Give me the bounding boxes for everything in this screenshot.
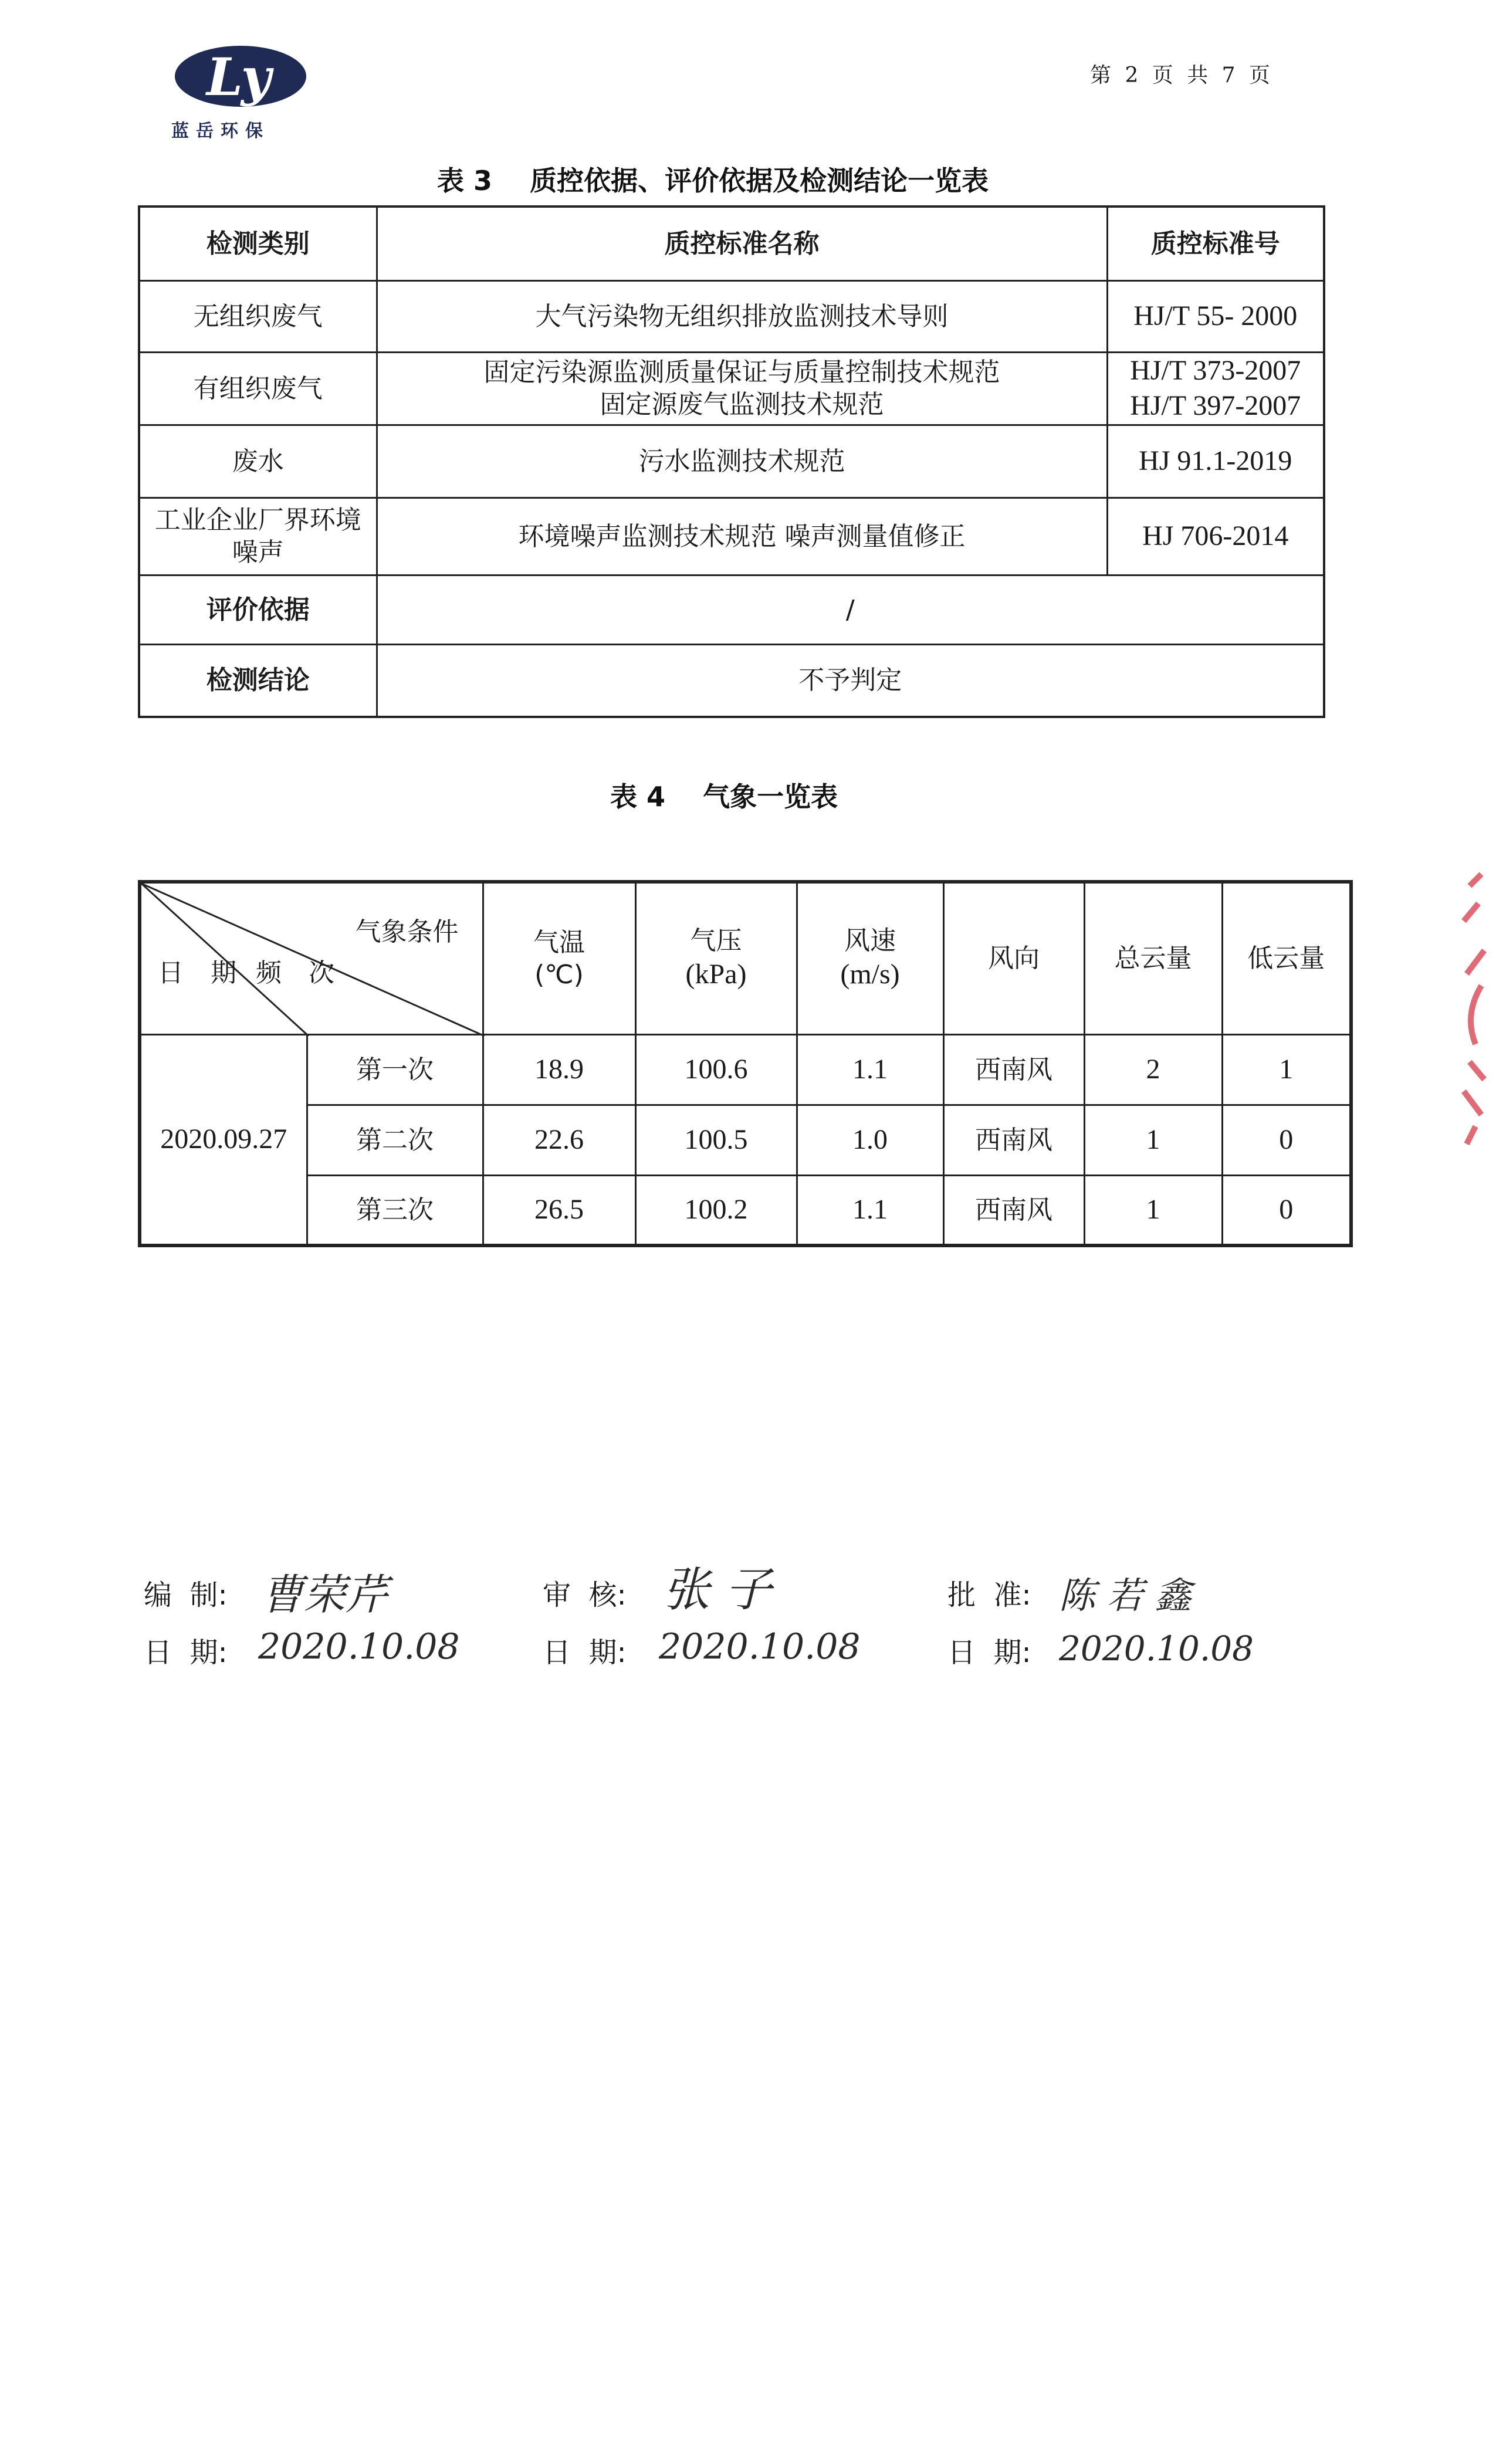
header-unit: (℃) [534,959,584,990]
compile-date: 2020.10.08 [258,1626,460,1667]
table-row [140,1034,1351,1105]
observation-date: 2020.09.27 [140,1034,307,1245]
header-unit: (m/s) [840,959,900,990]
row-category: 无组织废气 [139,280,377,352]
row-wind-direction: 西南风 [943,1175,1084,1245]
standard-code-line: HJ/T 397-2007 [1130,390,1301,421]
row-temperature: 22.6 [483,1105,635,1175]
compile-signature: 曹荣芹 [261,1570,388,1619]
header-standard-name: 质控标准名称 [377,207,1107,280]
approve-signature: 陈 若 鑫 [1059,1574,1192,1617]
review-date: 2020.10.08 [659,1626,861,1667]
header-standard-code: 质控标准号 [1107,207,1324,280]
table-row [139,352,1324,425]
row-total-cloud: 2 [1084,1034,1222,1105]
svg-text:Ly: Ly [207,46,271,107]
review-signature: 张 子 [663,1562,772,1617]
table4-header-row [140,882,1351,1034]
table3-quality-control [138,205,1325,718]
row-low-cloud: 0 [1222,1105,1351,1175]
row-wind-speed: 1.0 [797,1105,943,1175]
header-line: 气压 [690,926,742,956]
row-standard-name: 环境噪声监测技术规范 噪声测量值修正 [377,497,1107,575]
row-standard-code: HJ 706-2014 [1107,497,1324,575]
evaluation-label: 评价依据 [139,575,377,644]
compile-date-label: 日 期: [144,1636,228,1669]
approve-date: 2020.10.08 [1059,1629,1254,1668]
table-row [140,1105,1351,1175]
approve-date-label: 日 期: [947,1636,1031,1669]
header-wind-direction: 风向 [943,882,1084,1034]
row-frequency: 第二次 [307,1105,483,1175]
review-date-label: 日 期: [543,1636,627,1669]
approve-label: 批 准: [947,1579,1031,1612]
row-frequency: 第一次 [307,1034,483,1105]
header-wind-speed [797,882,943,1034]
page-number: 第 2 页 共 7 页 [1090,63,1274,87]
row-standard-name [377,352,1107,425]
evaluation-row [139,575,1324,644]
header-pressure [635,882,797,1034]
row-temperature: 18.9 [483,1034,635,1105]
header-line: 气温 [533,927,585,957]
compile-label: 编 制: [144,1579,228,1612]
row-total-cloud: 1 [1084,1175,1222,1245]
table4-weather [138,880,1353,1247]
header-low-cloud: 低云量 [1222,882,1351,1034]
row-low-cloud: 1 [1222,1034,1351,1105]
conclusion-value: 不予判定 [377,644,1324,717]
table3-title: 表 3 质控依据、评价依据及检测结论一览表 [437,165,989,197]
row-temperature: 26.5 [483,1175,635,1245]
red-seal-fragment [1452,868,1487,1150]
standard-code-line: HJ/T 373-2007 [1130,355,1301,386]
standard-name-line: 固定源废气监测技术规范 [600,390,884,419]
diagonal-header-cell [140,882,483,1034]
corner-date: 日 期 [158,958,246,988]
header-line: 风速 [844,926,896,956]
evaluation-value: / [377,575,1324,644]
row-wind-speed: 1.1 [797,1175,943,1245]
row-standard-code [1107,352,1324,425]
header-unit: (kPa) [685,959,747,990]
row-wind-direction: 西南风 [943,1034,1084,1105]
conclusion-label: 检测结论 [139,644,377,717]
table-row [139,280,1324,352]
table-row [139,497,1324,575]
conclusion-row [139,644,1324,717]
corner-frequency: 频 次 [256,958,344,988]
row-frequency: 第三次 [307,1175,483,1245]
row-low-cloud: 0 [1222,1175,1351,1245]
review-label: 审 核: [543,1579,627,1612]
row-standard-code: HJ 91.1-2019 [1107,425,1324,497]
logo-text: 蓝岳环保 [171,121,270,141]
table-row [139,425,1324,497]
table4-title: 表 4 气象一览表 [610,781,838,813]
row-category: 工业企业厂界环境噪声 [139,497,377,575]
row-pressure: 100.6 [635,1034,797,1105]
row-pressure: 100.2 [635,1175,797,1245]
row-standard-name: 大气污染物无组织排放监测技术导则 [377,280,1107,352]
table3-header-row [139,207,1324,280]
row-wind-direction: 西南风 [943,1105,1084,1175]
standard-name-line: 固定污染源监测质量保证与质量控制技术规范 [483,357,1000,387]
row-standard-code: HJ/T 55- 2000 [1107,280,1324,352]
header-category: 检测类别 [139,207,377,280]
header-temperature [483,882,635,1034]
corner-weather-condition: 气象条件 [355,917,459,947]
row-category: 有组织废气 [139,352,377,425]
row-category: 废水 [139,425,377,497]
row-pressure: 100.5 [635,1105,797,1175]
table-row [140,1175,1351,1245]
row-wind-speed: 1.1 [797,1034,943,1105]
row-standard-name: 污水监测技术规范 [377,425,1107,497]
row-total-cloud: 1 [1084,1105,1222,1175]
header-total-cloud: 总云量 [1084,882,1222,1034]
